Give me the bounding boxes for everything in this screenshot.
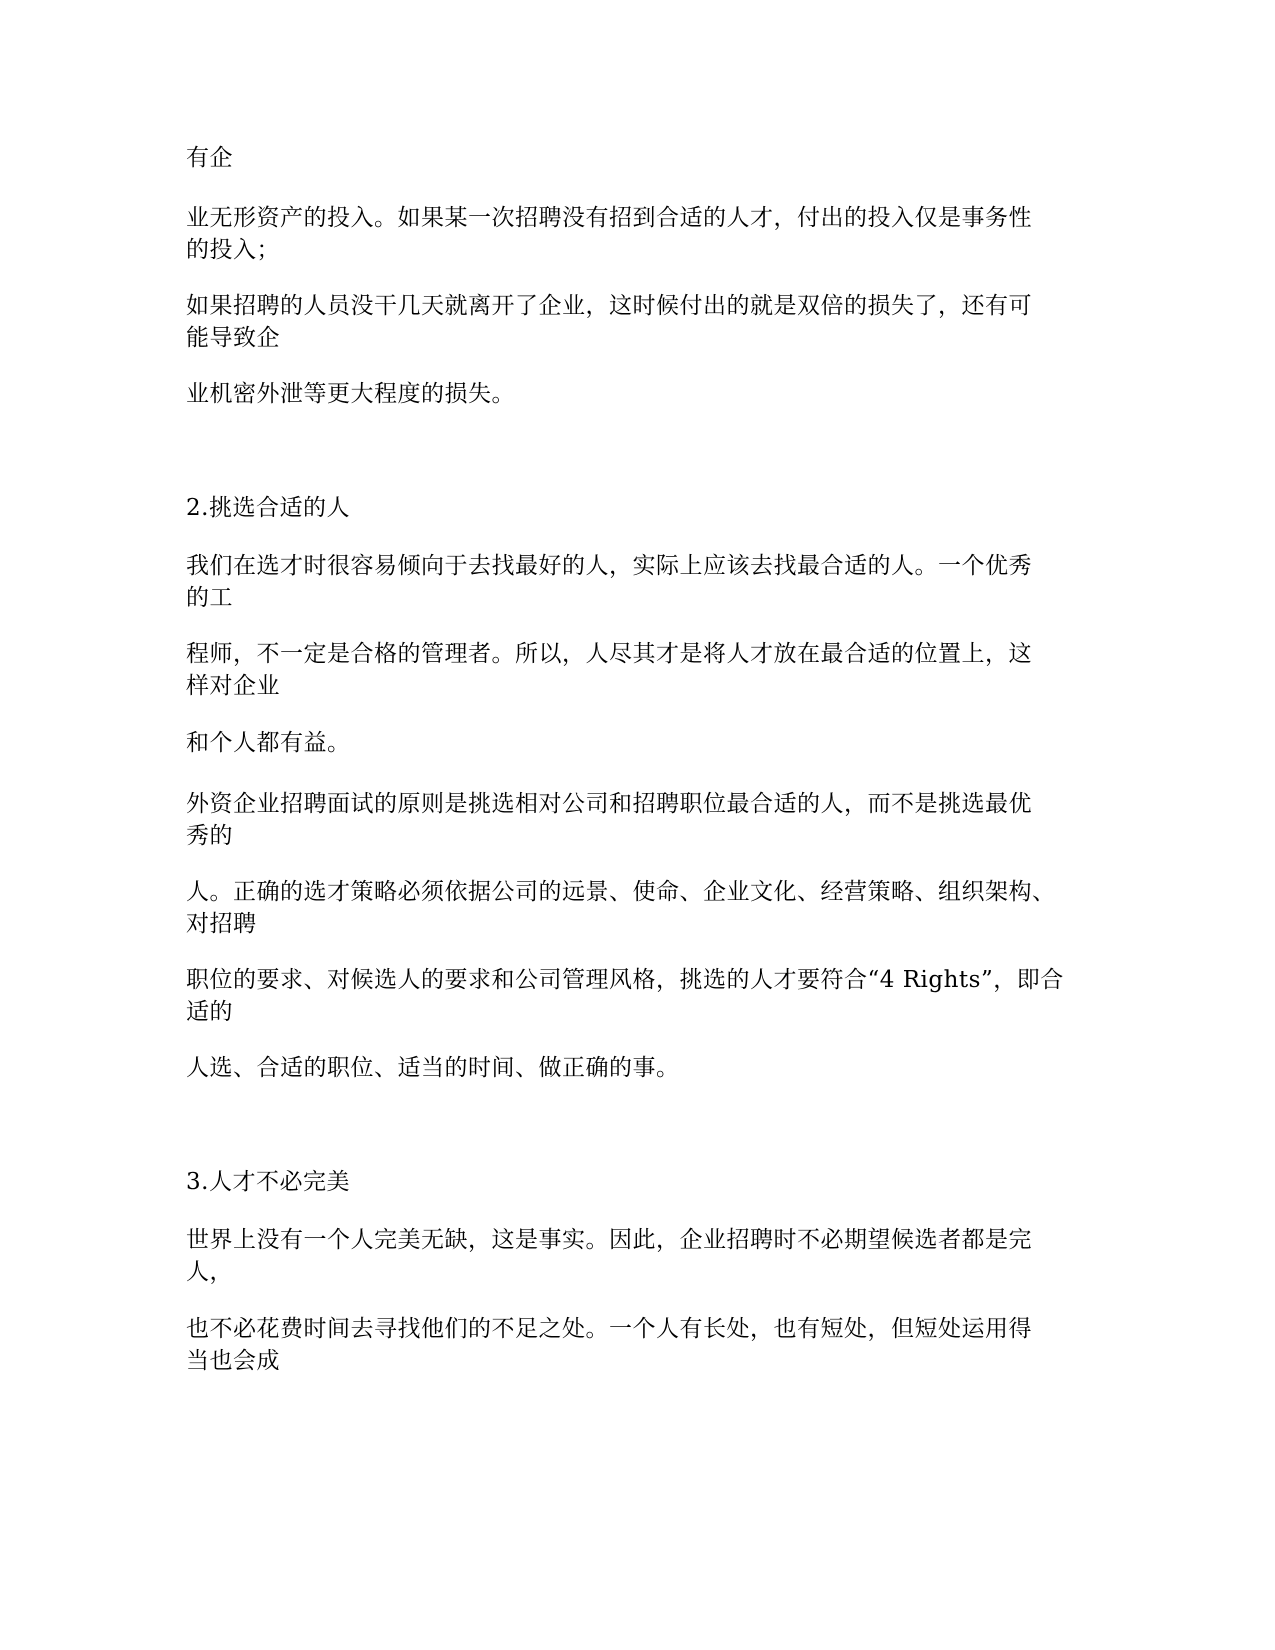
- paragraph-7: 和个人都有益。: [186, 730, 351, 756]
- paragraph-13: 也不必花费时间去寻找他们的不足之处。一个人有长处，也有短处，但短处运用得 当也会成: [186, 1316, 1032, 1374]
- paragraph-11: 人选、合适的职位、适当的时间、做正确的事。: [186, 1055, 680, 1081]
- paragraph-10: 职位的要求、对候选人的要求和公司管理风格，挑选的人才要符合“4 Rights”，即合 适的: [186, 967, 1064, 1025]
- paragraph-8: 外资企业招聘面试的原则是挑选相对公司和招聘职位最合适的人，而不是挑选最优 秀的: [186, 791, 1032, 849]
- paragraph-4: 业机密外泄等更大程度的损失。: [186, 381, 515, 407]
- section-heading-3: 3.人才不必完美: [186, 1169, 350, 1195]
- paragraph-12: 世界上没有一个人完美无缺，这是事实。因此，企业招聘时不必期望候选者都是完 人，: [186, 1227, 1032, 1285]
- paragraph-3: 如果招聘的人员没干几天就离开了企业，这时候付出的就是双倍的损失了，还有可 能导致企: [186, 293, 1032, 351]
- paragraph-1: 有企: [186, 145, 233, 171]
- paragraph-2: 业无形资产的投入。如果某一次招聘没有招到合适的人才，付出的投入仅是事务性 的投入；: [186, 205, 1032, 263]
- section-heading-2: 2.挑选合适的人: [186, 495, 350, 521]
- paragraph-6: 程师，不一定是合格的管理者。所以，人尽其才是将人才放在最合适的位置上，这 样对企业: [186, 641, 1032, 699]
- paragraph-5: 我们在选才时很容易倾向于去找最好的人，实际上应该去找最合适的人。一个优秀 的工: [186, 553, 1032, 611]
- paragraph-9: 人。正确的选才策略必须依据公司的远景、使命、企业文化、经营策略、组织架构、 对招聘: [186, 879, 1056, 937]
